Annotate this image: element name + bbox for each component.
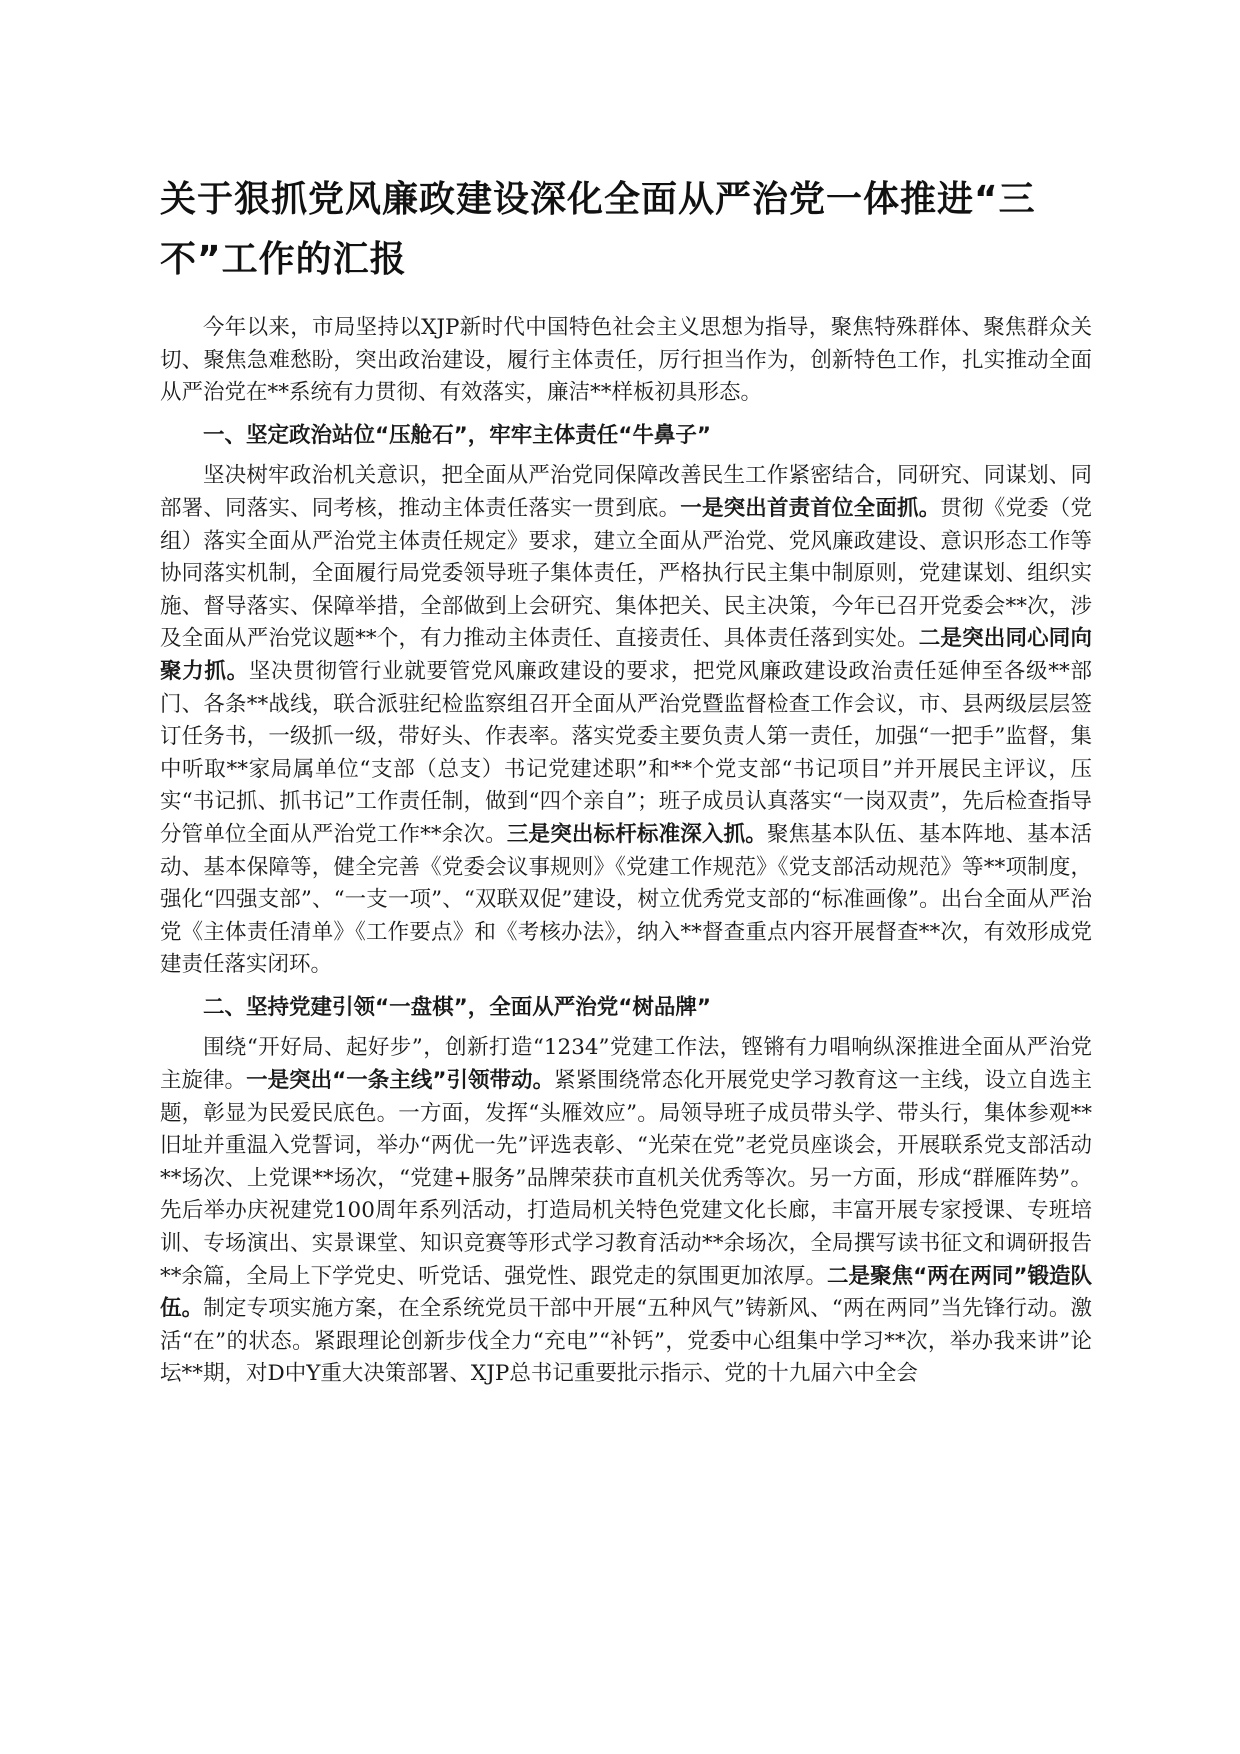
section-1-text-1: 贯彻《党委（党组）落实全面从严治党主体责任规定》要求，建立全面从严治党、党风廉政建设、意识形态工作等协同落实机制，全面履行局党委领导班子集体责任，严格执行民主集中制原则，党建谋划、组织实施、督导落实、保障举措，全部做到上会研究、集体把关、民主决策，今年已召开党委会**次，涉及全面从严治党议题**个，有力推动主体责任、直接责任、具体责任落到实处。	[160, 495, 1092, 652]
section-1-text-3: 聚焦基本队伍、基本阵地、基本活动、基本保障等，健全完善《党委会议事规则》《党建工作规范》《党支部活动规范》等**项制度，强化“四强支部”、“一支一项”、“双联双促”建设，树立优秀党支部的“标准画像”。出台全面从严治党《主体责任清单》《工作要点》和《考核办法》，纳入**督查重点内容开展督查**次，有效形成党建责任落实闭环。	[160, 821, 1092, 978]
section-2-text-0: 围绕“开好局、起好步”，创新打造“1234”党建工作法，铿锵有力唱响纵深推进全面从严治党主旋律。	[160, 1035, 1092, 1094]
intro-paragraph: 今年以来，市局坚持以XJP新时代中国特色社会主义思想为指导，聚焦特殊群体、聚焦群众关切、聚焦急难愁盼，突出政治建设，履行主体责任，厉行担当作为，创新特色工作，扎实推动全面从严治党在**系统有力贯彻、有效落实，廉洁**样板初具形态。	[160, 315, 1092, 406]
section-1-bold-1: 一是突出首责首位全面抓。	[680, 495, 941, 521]
section-1-heading: 一、坚定政治站位“压舱石”，牢牢主体责任“牛鼻子”	[203, 422, 712, 448]
section-2-heading: 二、坚持党建引领“一盘棋”，全面从严治党“树品牌”	[203, 994, 712, 1020]
section-2-bold-2: 二是聚焦“两在两同”锻造队伍。	[160, 1263, 1092, 1322]
section-1-bold-3: 三是突出标杆标准深入抓。	[506, 821, 767, 847]
section-1-text-0: 坚决树牢政治机关意识，把全面从严治党同保障改善民生工作紧密结合，同研究、同谋划、同部署、同落实、同考核，推动主体责任落实一贯到底。	[160, 463, 1092, 521]
section-2-bold-1: 一是突出“一条主线”引领带动。	[246, 1068, 555, 1094]
section-1-bold-2: 二是突出同心同向聚力抓。	[160, 626, 1092, 684]
section-2-text-2: 制定专项实施方案，在全系统党员干部中开展“五种风气”铸新风、“两在两同”当先锋行动。激活“在”的状态。紧跟理论创新步伐全力“充电”“补钙”，党委中心组集中学习**次，举办我来讲”论坛**期，对D中Y重大决策部署、XJP总书记重要批示指示、党的十九届六中全会	[160, 1296, 1092, 1387]
section-2-paragraph	[160, 1032, 1092, 1391]
section-2-text-1: 紧紧围绕常态化开展党史学习教育这一主线，设立自选主题，彰显为民爱民底色。一方面，发挥“头雁效应”。局领导班子成员带头学、带头行，集体参观**旧址并重温入党誓词，举办“两优一先”评选表彰、“光荣在党”老党员座谈会，开展联系党支部活动**场次、上党课**场次，“党建+服务”品牌荣获市直机关优秀等次。另一方面，形成“群雁阵势”。先后举办庆祝建党100周年系列活动，打造局机关特色党建文化长廊，丰富开展专家授课、专班培训、专场演出、实景课堂、知识竞赛等形式学习教育活动**余场次，全局撰写读书征文和调研报告**余篇，全局上下学党史、听党话、强党性、跟党走的氛围更加浓厚。	[160, 1068, 1092, 1289]
section-1-text-2: 坚决贯彻管行业就要管党风廉政建设的要求，把党风廉政建设政治责任延伸至各级**部门、各条**战线，联合派驻纪检监察组召开全面从严治党暨监督检查工作会议，市、县两级层层签订任务书，一级抓一级，带好头、作表率。落实党委主要负责人第一责任，加强“一把手”监督，集中听取**家局属单位“支部（总支）书记党建述职”和**个党支部“书记项目”并开展民主评议，压实“书记抓、抓书记”工作责任制，做到“四个亲自”；班子成员认真落实“一岗双责”，先后检查指导分管单位全面从严治党工作**余次。	[160, 658, 1092, 847]
section-1-paragraph	[160, 460, 1092, 982]
document-title: 关于狠抓党风廉政建设深化全面从严治党一体推进“三不”工作的汇报	[160, 179, 1036, 280]
